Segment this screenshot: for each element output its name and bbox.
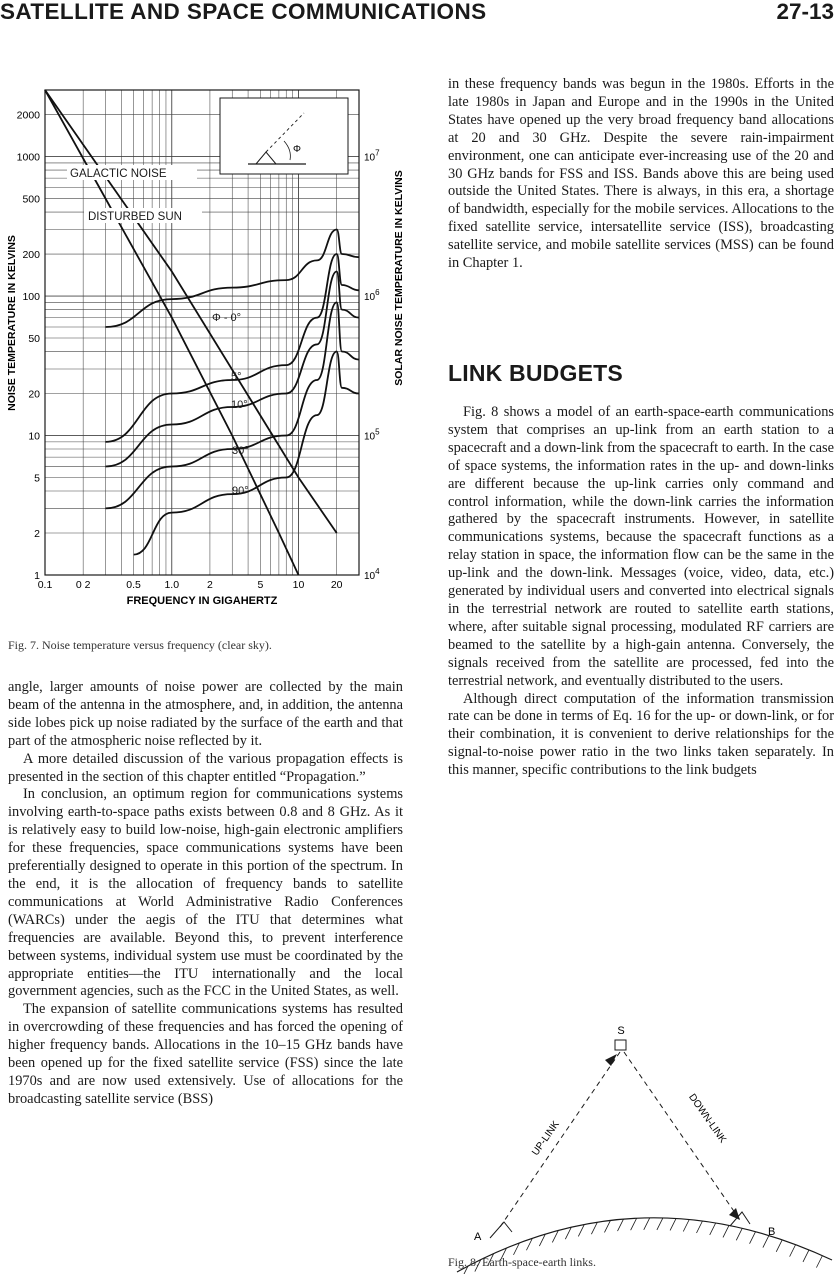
inset-phi-label: Φ [293,144,301,155]
paragraph: Although direct computation of the information transmission rate can be done in terms of Eq. 16 for the up- or down-link, or for their combination, it is convenient to derive relationships for the signal-to-noise power ratio in the two links taken separately. In this manner, specific contributions to the link budgets [448,690,834,779]
paragraph: The expansion of satellite communications systems has resulted in overcrowding of these frequencies and has forced the opening of higher frequency bands. Allocations in the 10–15 GHz bands have been opened up for the fixed satellite service (FSS) since the late 1970s and are now used extensively. Use of allocations for the broadcasting satellite service (BSS) [8,1001,403,1107]
hatch-mark [736,1228,742,1240]
y-axis-label-left: NOISE TEMPERATURE IN KELVINS [6,235,18,411]
y-axis-label-right: SOLAR NOISE TEMPERATURE IN KELVINS [393,170,405,386]
hatch-mark [591,1222,597,1234]
figure-7-noise-chart [0,78,420,613]
satellite-box [615,1040,626,1050]
paragraph: Fig. 8 shows a model of an earth-space-earth communications system that comprises an up-link from an earth station to a spacecraft and a down-link from the spacecraft to earth. In the case of space systems, the information rates in the up- and down-links are different because the up-link carries only command and control information, while the down-link carries the information gathered by the spacecraft instruments. However, in satellite communications systems, because the spacecraft functions as a relay station in space, the information flow can be the same in the up-link and the down-link. Messages (voice, video, data, etc.) generated by individual users and converted into electrical signals in the terrestrial network are routed to satellite earth stations, where, after suitable signal processing, modulated RF carriers are beamed to the satellite by a high-gain antenna. Conversely, the signals received from the satellite are processed, fed into the terrestrial network, and eventually distributed to the users. [448,404,834,689]
running-header [0,0,840,26]
hatch-mark [776,1240,782,1252]
left-column-text [8,679,403,1109]
x-tick-label: 1.0 [164,579,180,591]
y-tick-label: 20 [28,388,40,401]
elevation-inset [220,98,348,174]
x-axis-label: FREQUENCY IN GIGAHERTZ [126,595,278,607]
hatch-mark [683,1220,689,1232]
disturbed-sun-label: DISTURBED SUN [88,211,182,223]
station-a-antenna [490,1222,512,1238]
hatch-mark [750,1232,756,1244]
y-tick-label: 1000 [16,151,40,164]
figure-8-link-diagram [448,664,838,1274]
x-tick-label: 0 2 [75,579,91,591]
x-tick-label: 0.5 [126,579,141,591]
figure-8-caption: Fig. 8. Earth-space-earth links. [448,1255,596,1269]
x-tick-label: 10 [292,579,305,591]
elevation-10-label: 10° [231,399,248,411]
paragraph: angle, larger amounts of noise power are collected by the main beam of the antenna in the atmosphere, and, in addition, the antenna side lobes pick up noise radiated by the surface of the earth and that part of the atmospheric noise reflected by it. [8,679,403,749]
paragraph: A more detailed discussion of the various propagation effects is presented in the section of this chapter entitled “Propagation.” [8,750,403,785]
curve-labels [67,165,249,497]
y-tick-label: 1 [34,570,40,582]
elevation-5-label: 5° [231,371,242,383]
y-tick-label: 50 [28,333,40,346]
y-tick-label: 10 [28,430,40,443]
y-tick-label: 100 [22,291,40,304]
x-tick-label: 20 [330,579,343,591]
galactic-noise-label: GALACTIC NOISE [70,168,167,180]
x-tick-label: 5 [257,579,264,591]
x-tick-label: 2 [206,579,213,591]
hatch-mark [790,1245,796,1257]
hatch-mark [816,1256,822,1268]
hatch-mark [696,1221,702,1233]
satellite-label: S [617,1025,625,1037]
figure-7-caption: Fig. 7. Noise temperature versus frequency (clear sky). [8,638,272,652]
y-tick-label: 200 [22,249,40,262]
uplink-arrow [605,1054,617,1066]
downlink-arrow [729,1208,740,1220]
hatch-mark [644,1218,650,1230]
x-tick-label: 0.1 [37,579,53,591]
hatch-mark [631,1218,637,1230]
hatch-mark [803,1250,809,1262]
y-tick-label: 5 [34,472,40,485]
elevation-90-label: 90° [232,485,249,497]
y-tick-label: 500 [22,193,40,206]
uplink-path [500,1052,620,1227]
running-title: SATELLITE AND SPACE COMMUNICATIONS [0,0,487,24]
hatch-mark [604,1220,610,1232]
hatch-mark [618,1219,624,1231]
right-column-intro [448,76,834,273]
hatch-mark [710,1223,716,1235]
elevation-30-label: 30° [232,445,249,457]
section-heading: LINK BUDGETS [448,360,623,386]
paragraph: in these frequency bands was begun in the 1980s. Efforts in the late 1980s in Japan and Europe and in the 1990s in the United States have opened up the very broad frequency band allocations at 20 and 30 GHz. Despite the severe rain-impairment environment, one can anticipate ever-increasing use of the 20 and 30 GHz bands for FSS and ISS. Bands above this are being used outside the United States. There is always, in this era, a shortage of bandwidth, especially for the mobile services. Allocations to the fixed satellite service, intersatellite service (ISS), broadcasting satellite service, and mobile satellite services (MSS) can be found in Chapter 1. [448,76,834,272]
station-b-label: B [768,1226,776,1238]
hatch-mark [723,1225,729,1237]
y2-tick-label: $10^6$ [364,288,380,304]
uplink-label: UP-LINK [530,1119,562,1158]
paragraph: In conclusion, an optimum region for communications systems involving earth-to-space paths exists between 0.8 and 8 GHz. As it is relatively easy to build low-noise, high-gain electronic amplifiers for these frequencies, space communications systems have been preferentially designed to operate in this portion of the spectrum. In the end, it is the allocation of frequency bands to satellite communications at World Administrative Radio Conferences (WARCs) under the aegis of the ITU that determines what frequencies are available. Beyond this, to prevent interference between systems, individual system use must be coordinated by the appropriate entities—the ITU internationally and the local government agencies, such as the FCC in the United States, as well. [8,786,403,1000]
hatch-mark [578,1224,584,1236]
elevation-0-label: Φ - 0° [212,312,242,324]
y2-tick-label: $10^5$ [364,427,380,443]
downlink-label: DOWN-LINK [686,1091,728,1146]
hatch-mark [670,1218,676,1230]
hatch-mark [657,1218,663,1230]
y2-tick-label: $10^4$ [364,567,380,582]
page-number: 27-13 [776,0,834,24]
y2-tick-label: $10^7$ [364,148,380,164]
station-a-label: A [474,1231,482,1243]
y-tick-label: 2000 [16,109,40,122]
y-tick-label: 2 [34,528,40,541]
